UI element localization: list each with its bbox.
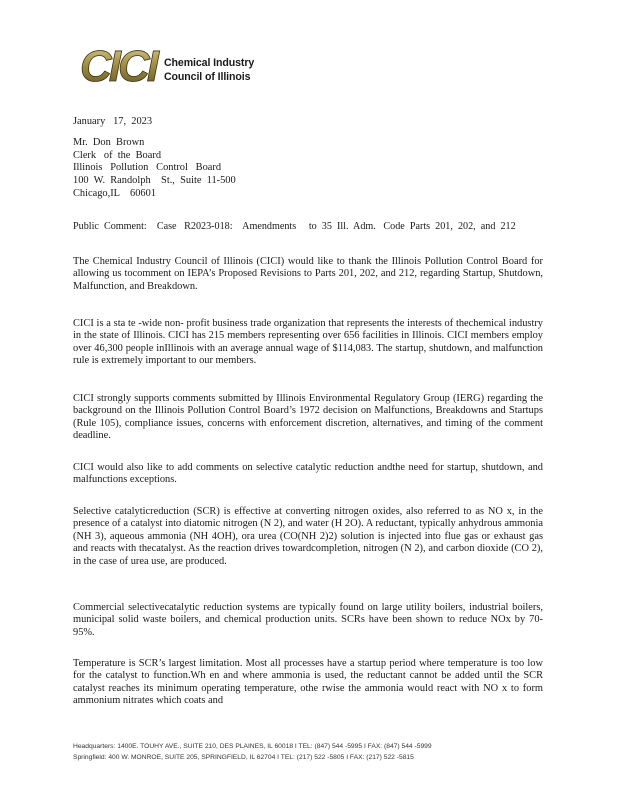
recipient-line: Clerk of the Board [73, 150, 162, 161]
recipient-line: 100 W. Randolph St., Suite 11-500 [73, 175, 236, 186]
footer-springfield: Springfield: 400 W. MONROE, SUITE 205, SPRINGFIELD, IL 62704 I TEL: (217) 522 -5805 I FAX: (217) 522 -5815 [73, 754, 414, 761]
body-paragraph: Temperature is SCR’s largest limitation. Most all processes have a startup period where temperature is too low for the catalyst to function.Wh en and where ammonia is used, the reductant cannot be added until the SCR catalyst reaches its minimum operating temperature, othe rwise the ammonia would react with NO x to form ammonium nitrates which coats and [73, 658, 543, 707]
recipient-line: Illinois Pollution Control Board [73, 162, 222, 173]
letterhead-footer [73, 741, 432, 763]
letter-date: January 17, 2023 [73, 116, 153, 127]
org-name-line1: Chemical Industry [164, 57, 255, 69]
body-paragraph: CICI strongly supports comments submitted by Illinois Environmental Regulatory Group (IERG) regarding the background on the Illinois Pollution Control Board’s 1972 decision on Malfunctions, Breakdowns and Startups (Rule 105), compliance issues, concerns with enforcement discretion, alternatives, and timing of the comment deadline. [73, 393, 543, 442]
cici-logo-text: CICI [80, 42, 156, 89]
body-paragraph: The Chemical Industry Council of Illinois (CICI) would like to thank the Illinois Pollution Control Board for allowing us tocomment on IEPA’s Proposed Revisions to Parts 201, 202, and 212, regarding Startup, Shutdown, Malfunction, and Breakdown. [73, 256, 543, 292]
body-paragraph: Selective catalyticreduction (SCR) is effective at converting nitrogen oxides, also referred to as NO x, in the presence of a catalyst into diatomic nitrogen (N 2), and water (H 2O). A reductant, typically anhydrous ammonia (NH 3), aqueous ammonia (NH 4OH), ora urea (CO(NH 2)2) solution is injected into flue gas or exhaust gas and reacts with thecatalyst. As the reaction drives towardcompletion, nitrogen (N 2), and carbon dioxide (CO 2), in the case of urea use, are produced. [73, 506, 543, 567]
body-paragraph: CICI would also like to add comments on selective catalytic reduction andthe need for startup, shutdown, and malfunctions exceptions. [73, 462, 543, 486]
org-name-line2: Council of Illinois [164, 71, 251, 83]
subject-line: Public Comment: Case R2023-018: Amendments to 35 Ill. Adm. Code Parts 201, 202, and 212 [73, 221, 516, 232]
footer-headquarters: Headquarters: 1400E. TOUHY AVE., SUITE 210, DES PLAINES, IL 60018 I TEL: (847) 544 -5995 I FAX: (847) 544 -5999 [73, 743, 432, 750]
body-paragraph: CICI is a sta te -wide non- profit business trade organization that represents the interests of thechemical industry in the state of Illinois. CICI has 215 members representing over 656 facilities in Illinois. CICI members employ over 46,300 people inIllinois with an average annual wage of $114,083. The startup, shutdown, and malfunction rule is extremely important to our members. [73, 318, 543, 367]
recipient-line: Chicago,IL 60601 [73, 188, 157, 199]
recipient-line: Mr. Don Brown [73, 137, 145, 148]
organization-name [164, 56, 254, 84]
body-paragraph: Commercial selectivecatalytic reduction systems are typically found on large utility boilers, industrial boilers, municipal solid waste boilers, and chemical production units. SCRs have been shown to reduce NOx by 70-95%. [73, 602, 543, 638]
